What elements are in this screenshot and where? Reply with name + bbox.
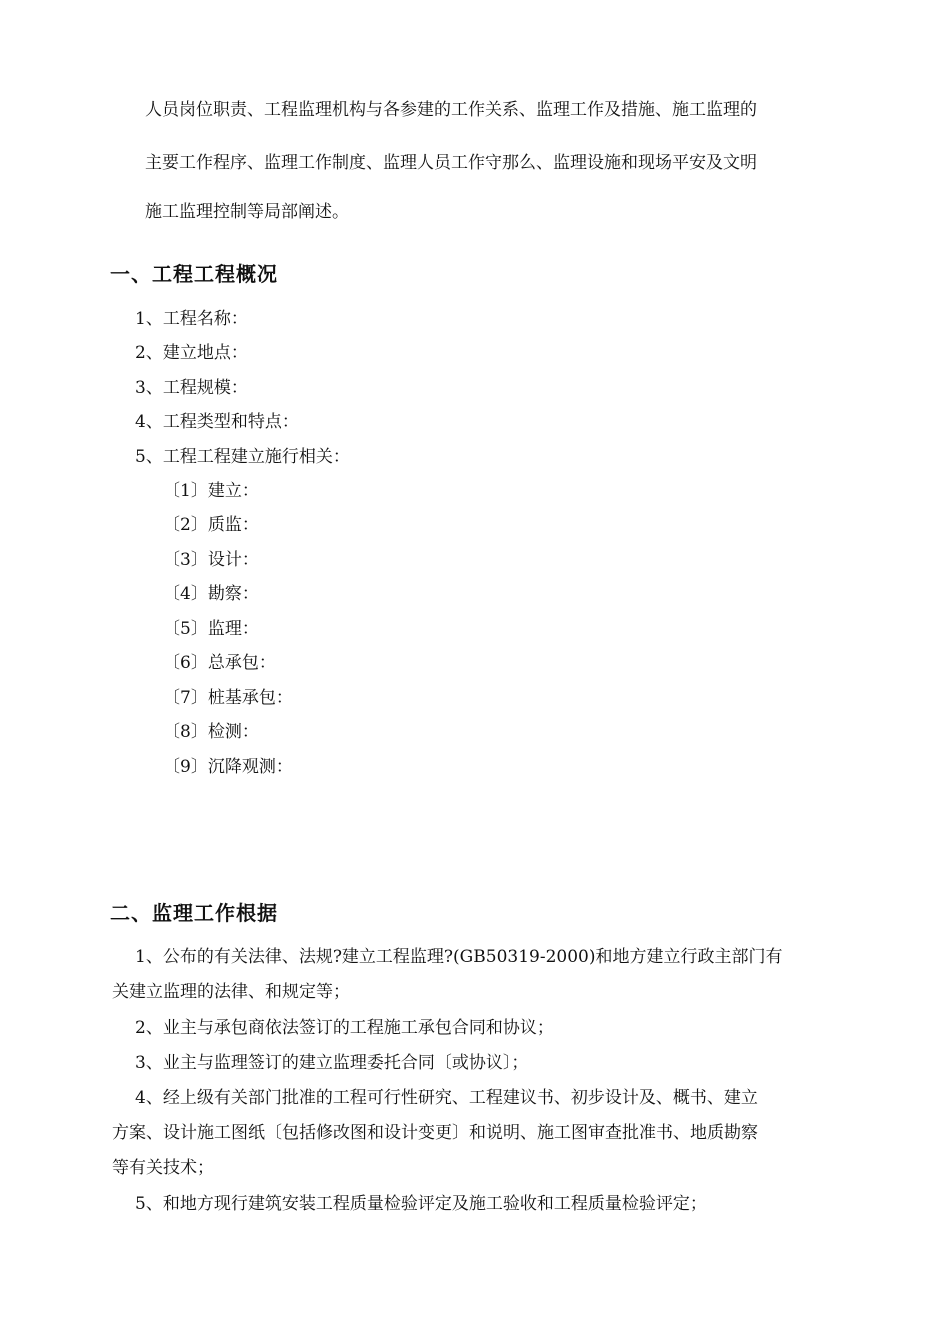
basis-line: 关建立监理的法律、和规定等；	[112, 982, 350, 1002]
participant-item: 〔9〕沉降观测：	[163, 757, 293, 777]
intro-line-2: 主要工作程序、监理工作制度、监理人员工作守那么、监理设施和现场平安及文明	[145, 153, 757, 173]
basis-line: 2、业主与承包商依法签订的工程施工承包合同和协议；	[135, 1018, 554, 1038]
section-heading-project-overview: 一、工程工程概况	[110, 262, 278, 286]
overview-item: 1、工程名称：	[135, 309, 248, 329]
overview-item: 2、建立地点：	[135, 343, 248, 363]
overview-item: 5、工程工程建立施行相关：	[135, 447, 350, 467]
basis-line: 等有关技术；	[112, 1158, 214, 1178]
participant-item: 〔8〕检测：	[163, 722, 259, 742]
participant-item: 〔4〕勘察：	[163, 584, 259, 604]
basis-line: 3、业主与监理签订的建立监理委托合同〔或协议〕；	[135, 1053, 529, 1073]
intro-line-1: 人员岗位职责、工程监理机构与各参建的工作关系、监理工作及措施、施工监理的	[145, 100, 757, 120]
basis-line: 1、公布的有关法律、法规?建立工程监理?(GB50319-2000)和地方建立行政主部门有	[135, 947, 783, 967]
basis-line: 5、和地方现行建筑安装工程质量检验评定及施工验收和工程质量检验评定；	[135, 1194, 707, 1214]
overview-item: 4、工程类型和特点：	[135, 412, 299, 432]
overview-item: 3、工程规模：	[135, 378, 248, 398]
participant-item: 〔6〕总承包：	[163, 653, 276, 673]
basis-line: 4、经上级有关部门批准的工程可行性研究、工程建议书、初步设计及、概书、建立	[135, 1088, 758, 1108]
basis-line: 方案、设计施工图纸〔包括修改图和设计变更〕和说明、施工图审查批准书、地质勘察	[112, 1123, 758, 1143]
participant-item: 〔1〕建立：	[163, 481, 259, 501]
intro-line-3: 施工监理控制等局部阐述。	[145, 202, 349, 222]
participant-item: 〔5〕监理：	[163, 619, 259, 639]
participant-item: 〔3〕设计：	[163, 550, 259, 570]
participant-item: 〔7〕桩基承包：	[163, 688, 293, 708]
participant-item: 〔2〕质监：	[163, 515, 259, 535]
section-heading-supervision-basis: 二、监理工作根据	[110, 901, 278, 925]
